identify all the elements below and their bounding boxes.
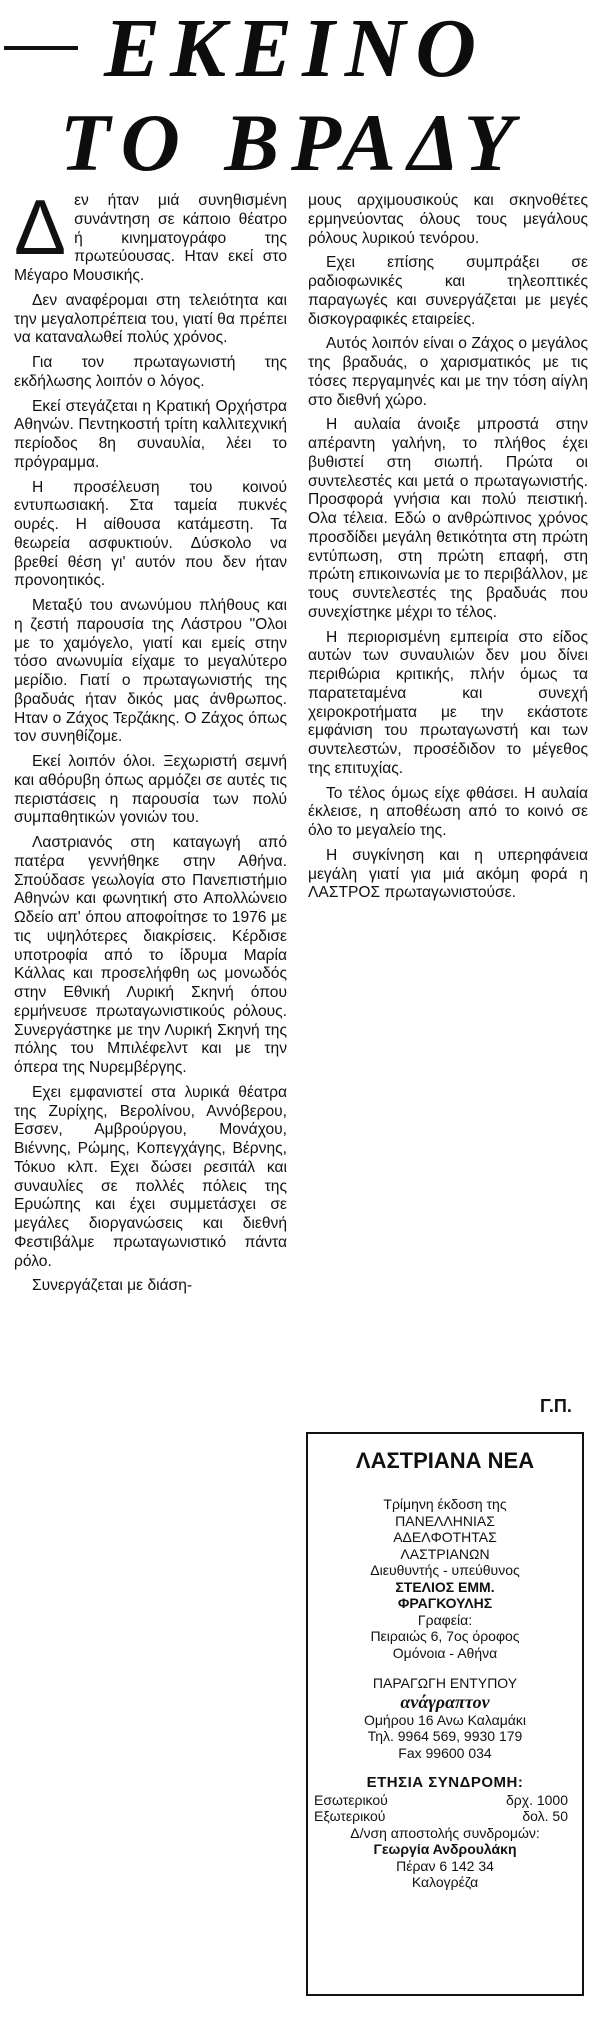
publication-line: ΠΑΝΕΛΛΗΝΙΑΣ [395,1512,495,1529]
subscription-title: ΕΤΗΣΙΑ ΣΥΝΔΡΟΜΗ: [366,1774,524,1791]
subscription-row [308,1792,582,1809]
article-paragraph: Λαστριανός στη καταγωγή από πατέρα γεννήθηκε στην Αθήνα. Σπούδασε γεωλογία στο Πανεπιστήμιο Αθηνών και φωνητική στο Απολλώνειο Ωδείο απ' όπου αποφοίτησε το 1976 με τις υψηλότερες διακρίσεις. Κέρδισε υποτροφία από το ίδρυμα Μαρία Κάλλας και προσελήφθη ως μονωδός στην Εθνική Λυρική Σκηνή όπου ερμήνευσε πρωταγωνιστικούς ρόλους. Συνεργάστηκε με την Λυρική Σκηνή της πόλης του Μπιλέφελντ και με την όπερα της Νυρεμβέργης. [14,834,287,1076]
subscription-contact-name: Γεωργία Ανδρουλάκη [373,1841,517,1857]
article-paragraph: Εκεί λοιπόν όλοι. Ξεχωριστή σεμνή και αθόρυβη όπως αρμόζει σε αυτές τις περιστάσεις η παρουσία των πολύ συμπαθητικών γονιών του. [14,753,287,827]
article-paragraph: Το τέλος όμως είχε φθάσει. Η αυλαία έκλεισε, η αποθέωση από το κοινό σε όλο το μεγαλείο της. [308,784,588,839]
subscription-label: Εσωτερικού [314,1791,388,1808]
article-paragraph: Η συγκίνηση και η υπερηφάνεια μεγάλη γιατί για μιά ακόμη φορά η ΛΑΣΤΡΟΣ πρωταγωνιστούσε. [308,846,588,902]
title-dash [4,46,78,50]
article-paragraph: μους αρχιμουσικούς και σκηνοθέτες ερμηνεύοντας όλους τους μεγάλους ρόλους λυρικού τενόρου. [308,192,588,247]
offices-address: Ομόνοια - Αθήνα [392,1644,498,1661]
article-paragraph: Εχει εμφανιστεί στα λυρικά θέατρα της Ζυρίχης, Βερολίνου, Αννόβερου, Εσσεν, Αμβρούργου, Μονάχου, Βιέννης, Ρώμης, Κοπεγχάγης, Βέρνης, Τόκυο κλπ. Εχει δώσει ρεσιτάλ και συναυλίες σε πολλές πόλεις της Ερυώπης και έχει συμμετάσχει σε μεγάλες διοργανώσεις και διεθνή Φεστιβάλμε πρωταγωνιστικό πάντα ρόλο. [14,1083,287,1270]
subscription-price: δολ. 50 [522,1808,568,1824]
headline-line-1: ΕΚΕΙΝΟ [104,2,487,95]
offices-address: Πειραιώς 6, 7ος όροφος [370,1628,520,1644]
article-paragraph: Εχει επίσης συμπράξει σε ραδιοφωνικές και τηλεοπτικές παραγωγές και συνεργάζεται με μεγές δισκογραφικές εταιρείες. [308,254,588,328]
printer-fax: Fax 99600 034 [398,1744,492,1761]
subscription-price: δρχ. 1000 [505,1791,568,1808]
printer-logo: ανάγραπτον [400,1691,490,1712]
article-paragraph: Μεταξύ του ανωνύμου πλήθους και η ζεστή παρουσία της Λάστρου "Ολοι με το χαμόγελο, γιατί και εμείς στην τόσο ανωνυμία είχαμε το μεγαλύτερο μερίδιο. Γιατί ο πρωταγωνιστής της βραδυάς ήταν δικός μας άνθρωπος. Ηταν ο Ζάχος Τερζάκης. Ο Ζάχος όπως τον συνηθίζομε. [14,597,287,746]
subscription-row [308,1808,582,1825]
article-paragraph: Εκεί στεγάζεται η Κρατική Ορχήστρα Αθηνών. Πεντηκοστή τρίτη καλλιτεχνική περίοδος 8η συναυλία, λέει το πρόγραμμα. [14,397,287,471]
subscription-label: Εξωτερικού [314,1808,386,1824]
subscription-contact-address: Πέραν 6 142 34 [396,1857,494,1874]
publication-line: Τρίμηνη έκδοση της [383,1496,507,1512]
subscription-contact-label: Δ/νση αποστολής συνδρομών: [350,1824,540,1841]
article-column-right [308,192,588,909]
article-paragraph: Η αυλαία άνοιξε μπροστά στην απέραντη γαλήνη, το πλήθος έχει βυθιστεί στη σιωπή. Πρώτα οι συντελεστές και μετά ο πρωταγωνιστής. Προσφορά γνήσια και πολύ πειστική. Ολα τέλεια. Εδώ ο ανθρώπινος χρόνος προσδίδει μεγάλη θετικότητα στη πρώτη εντύπωση, στη πρώτη επαφή, στη πρώτη επικοινωνία με το περιβάλλον, με τους συντελεστές της βραδυάς που συνεχίστηκε μέχρι το τέλος. [308,416,588,621]
offices-label: Γραφεία: [417,1611,473,1628]
publication-line: ΛΑΣΤΡΙΑΝΩΝ [400,1545,490,1562]
subscription-contact-address: Καλογρέζα [411,1874,479,1890]
director-name: ΣΤΕΛΙΟΣ ΕΜΜ. [395,1578,495,1595]
article-paragraph: Δεν αναφέρομαι στη τελειότητα και την μεγαλοπρέπεια του, γιατί θα πρέπει να καταναλωθεί πολύς χρόνος. [14,291,287,347]
article-paragraph: Δεν ήταν μιά συνηθισμένη συνάντηση σε κάποιο θέατρο ή κινηματογράφο της πρωτεύουσας. Ηταν εκεί στο Μέγαρο Μουσικής. [14,183,287,284]
publication-line: ΑΔΕΛΦΟΤΗΤΑΣ [393,1529,497,1545]
headline-line-2: ΤΟ ΒΡΑΔΥ [60,97,526,188]
article-paragraph: Για τον πρωταγωνιστή της εκδήλωσης λοιπόν ο λόγος. [14,354,287,390]
masthead-title: ΛΑΣΤΡΙΑΝΑ ΝΕΑ [355,1448,535,1473]
director-name: ΦΡΑΓΚΟΥΛΗΣ [397,1595,493,1611]
article-paragraph: Αυτός λοιπόν είναι ο Ζάχος ο μεγάλος της βραδυάς, ο χαρισματικός με τις τόσες περγαμηνές και με την τόση αίγλη στο διεθνή χώρο. [308,335,588,409]
article-paragraph: Η προσέλευση του κοινού εντυπωσιακή. Στα ταμεία πυκνές ουρές. Η αίθουσα κατάμεστη. Τα θεωρεία ασφυκτιούν. Δύσκολο να βρεθεί θέση γι' αυτόν που δεν ήταν προνοητικός. [14,478,287,590]
printer-phone: Τηλ. 9964 569, 9930 179 [367,1728,523,1744]
article-paragraph: Συνεργάζεται με διάση- [32,1277,193,1295]
production-label: ΠΑΡΑΓΩΓΗ ΕΝΤΥΠΟΥ [372,1675,518,1691]
director-label: Διευθυντής - υπεύθυνος [370,1562,520,1578]
printer-address: Ομήρου 16 Ανω Καλαμάκι [363,1711,527,1728]
masthead-box [306,1432,584,1996]
article-column-left [14,183,287,1302]
drop-cap: Δ [14,183,67,271]
article-paragraph: Η περιορισμένη εμπειρία στο είδος αυτών των συναυλιών δεν μου δίνει περιθώρια κριτικής, πλήν όμως τα παρατεταμένα και συνεχή χειροκροτήματα με την εκάστοτε εμφάνιση του πρωταγωνστή και των συντελεστών, προσέδιδον το μέγεθος της επιτυχίας. [308,628,588,777]
author-signature: Γ.Π. [540,1396,572,1416]
